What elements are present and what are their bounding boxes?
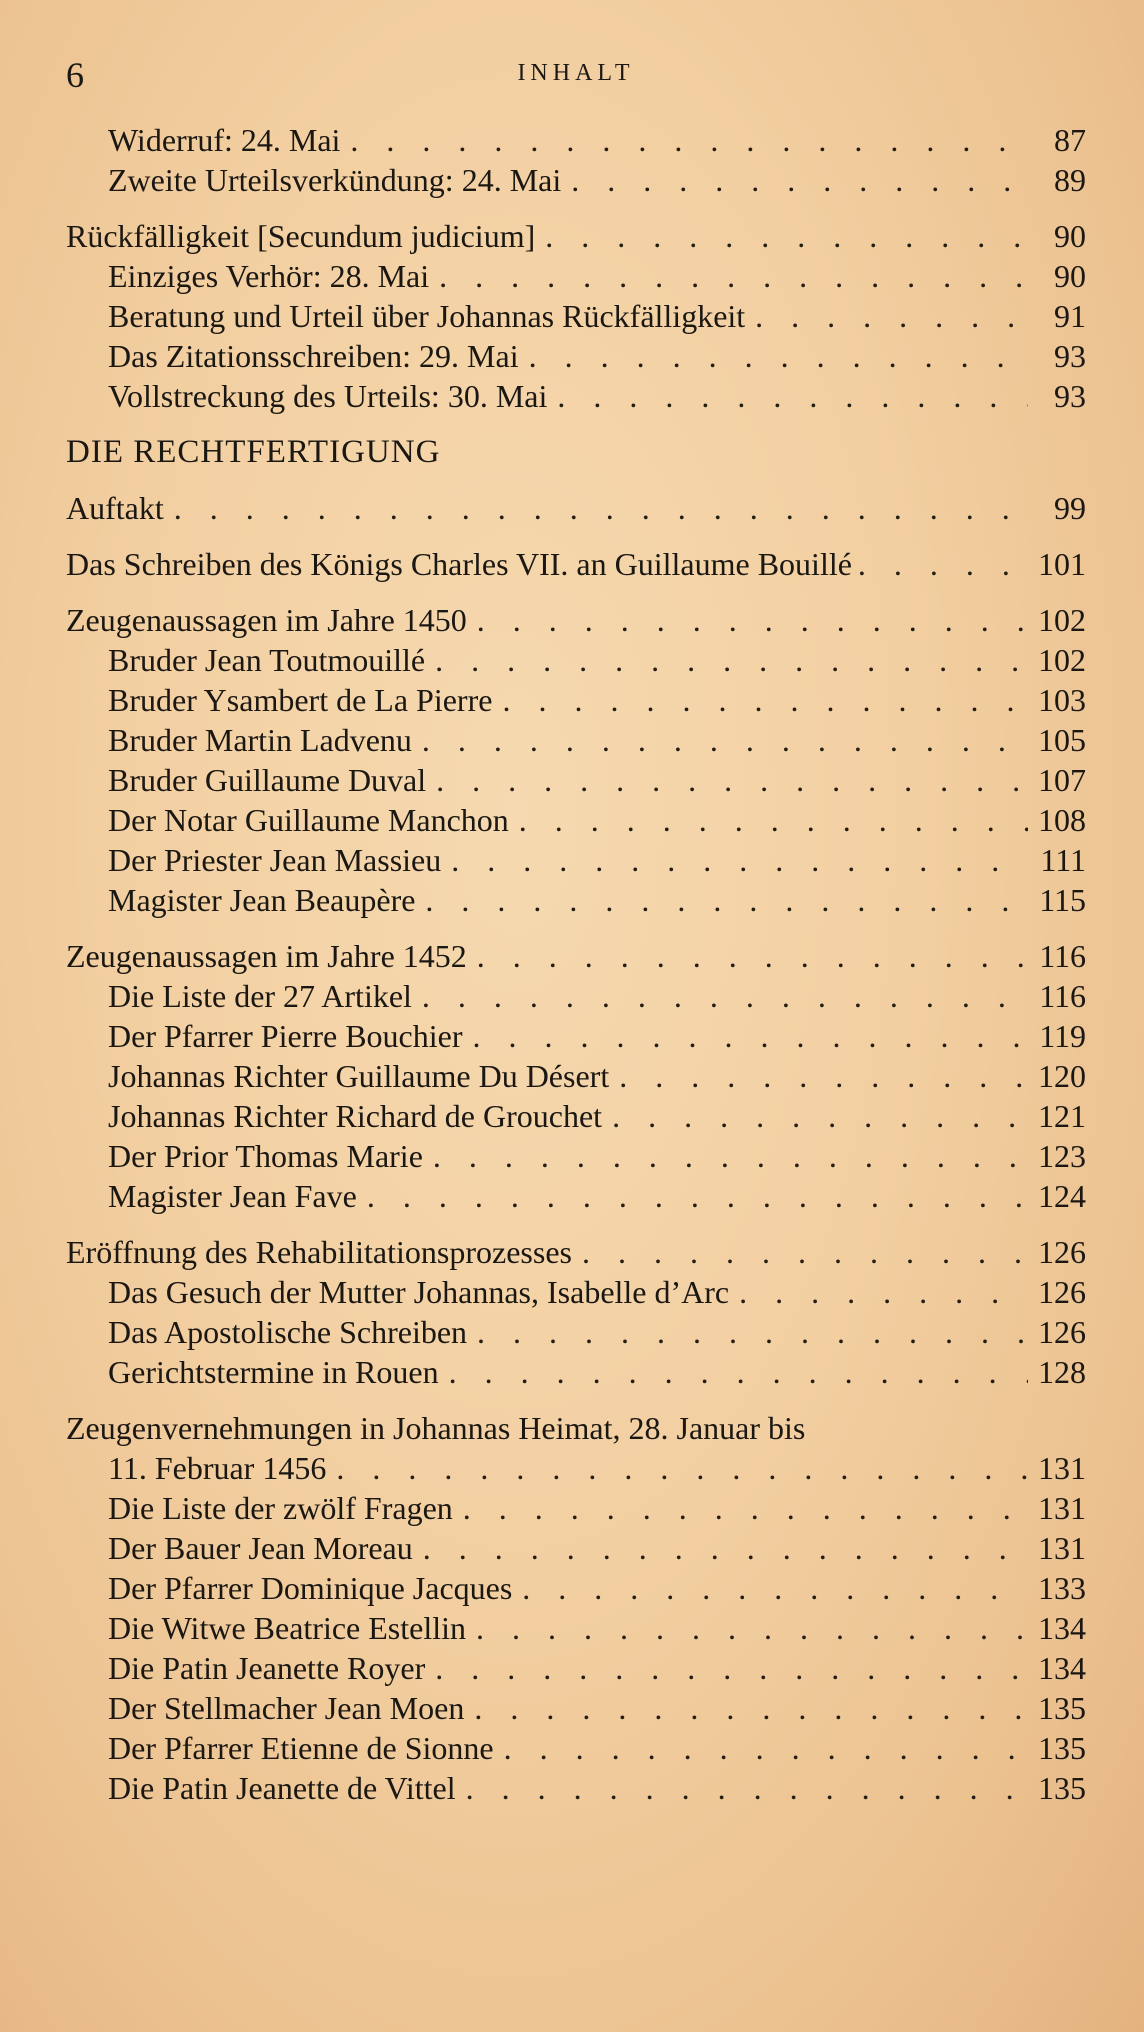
toc-entry-title: Gerichtstermine in Rouen xyxy=(108,1354,439,1390)
page-header xyxy=(66,54,1086,94)
toc-entry xyxy=(66,1232,1086,1272)
toc-entry xyxy=(66,1568,1086,1608)
toc-entry xyxy=(66,1768,1086,1808)
toc-entry-title: Der Pfarrer Pierre Bouchier xyxy=(108,1018,463,1054)
toc-entry-page: 115 xyxy=(1039,882,1086,918)
toc-entry-title: Zeugenaussagen im Jahre 1452 xyxy=(66,938,467,974)
dot-leader xyxy=(858,544,1032,584)
dot-leader xyxy=(612,1096,1028,1136)
toc-entry xyxy=(66,936,1086,976)
toc-entry-page: 135 xyxy=(1038,1690,1086,1726)
toc-entry-page: 126 xyxy=(1038,1234,1086,1270)
toc-entry-page: 135 xyxy=(1038,1770,1086,1806)
dot-leader xyxy=(529,336,1028,376)
toc-entry-title: Beratung und Urteil über Johannas Rückfälligkeit xyxy=(108,298,746,334)
toc-entry-page: 102 xyxy=(1038,642,1086,678)
toc-entry-page: 108 xyxy=(1038,802,1086,838)
toc-entry-page: 103 xyxy=(1038,682,1086,718)
toc-entry-title: Der Priester Jean Massieu xyxy=(108,842,442,878)
toc-entry-page: 123 xyxy=(1038,1138,1086,1174)
dot-leader xyxy=(522,1568,1028,1608)
toc-entry-title: Magister Jean Fave xyxy=(108,1178,357,1214)
toc-entry xyxy=(66,1608,1086,1648)
toc-entry-page: 90 xyxy=(1054,258,1086,294)
toc-entry-title: Bruder Martin Ladvenu xyxy=(108,722,412,758)
toc-entry-page: 124 xyxy=(1038,1178,1086,1214)
dot-leader xyxy=(433,1136,1028,1176)
toc-entry-page: 133 xyxy=(1038,1570,1086,1606)
toc-entry xyxy=(66,1272,1086,1312)
toc-entry-title: Der Stellmacher Jean Moen xyxy=(108,1690,465,1726)
toc-entry-page: 134 xyxy=(1038,1610,1086,1646)
dot-leader xyxy=(502,680,1028,720)
dot-leader xyxy=(557,376,1028,416)
toc-entry xyxy=(66,1096,1086,1136)
toc-entry-page: 90 xyxy=(1054,218,1086,254)
dot-leader xyxy=(477,600,1028,640)
toc-entry-title: Bruder Guillaume Duval xyxy=(108,762,427,798)
toc-entry-page: 120 xyxy=(1038,1058,1086,1094)
dot-leader xyxy=(473,1016,1029,1056)
toc-entry xyxy=(66,840,1086,880)
toc-entry xyxy=(66,760,1086,800)
toc-entry-title: Bruder Ysambert de La Pierre xyxy=(108,682,493,718)
toc-entry xyxy=(66,120,1086,160)
toc-entry-page: 116 xyxy=(1039,978,1086,1014)
toc-entry-page: 121 xyxy=(1038,1098,1086,1134)
toc-entry-page: 107 xyxy=(1038,762,1086,798)
toc-entry-title: Die Liste der 27 Artikel xyxy=(108,978,412,1014)
toc-entry-page: 134 xyxy=(1038,1650,1086,1686)
toc-entry xyxy=(66,1648,1086,1688)
toc-entry-page: 93 xyxy=(1054,378,1086,414)
dot-leader xyxy=(739,1272,1028,1312)
dot-leader xyxy=(519,800,1028,840)
toc-entry xyxy=(66,1488,1086,1528)
toc-entry-title: Die Liste der zwölf Fragen xyxy=(108,1490,453,1526)
section-heading: DIE RECHTFERTIGUNG xyxy=(66,434,441,470)
toc-entry xyxy=(66,1352,1086,1392)
toc-entry xyxy=(66,1016,1086,1056)
dot-leader xyxy=(477,936,1028,976)
dot-leader xyxy=(476,1608,1028,1648)
toc-entry-title: Das Schreiben des Königs Charles VII. an Guillaume Bouillé xyxy=(66,546,852,582)
dot-leader xyxy=(174,488,1028,528)
toc-entry-page: 119 xyxy=(1039,1018,1086,1054)
running-head: INHALT xyxy=(517,60,635,86)
toc-entry xyxy=(66,376,1086,416)
toc-entry xyxy=(66,976,1086,1016)
toc-entry-page: 126 xyxy=(1038,1314,1086,1350)
dot-leader xyxy=(435,1648,1028,1688)
dot-leader xyxy=(466,1768,1028,1808)
toc-entry-title: Eröffnung des Rehabilitationsprozesses xyxy=(66,1234,572,1270)
toc-entry xyxy=(66,544,1086,584)
dot-leader xyxy=(423,1528,1028,1568)
toc-entry-page: 116 xyxy=(1039,938,1086,974)
toc-entry-title: Vollstreckung des Urteils: 30. Mai xyxy=(108,378,548,414)
dot-leader xyxy=(425,880,1028,920)
dot-leader xyxy=(449,1352,1028,1392)
toc-entry xyxy=(66,1688,1086,1728)
toc-entry xyxy=(66,160,1086,200)
dot-leader xyxy=(477,1312,1028,1352)
toc-entry xyxy=(66,680,1086,720)
toc-entry-page: 131 xyxy=(1038,1530,1086,1566)
toc-entry xyxy=(66,336,1086,376)
toc-entry-title: Johannas Richter Richard de Grouchet xyxy=(108,1098,603,1134)
toc-entry xyxy=(66,1056,1086,1096)
toc-entry xyxy=(66,720,1086,760)
toc-entry-page: 99 xyxy=(1054,490,1086,526)
toc-entry-title: Zeugenvernehmungen in Johannas Heimat, 28. Januar bis xyxy=(66,1410,806,1446)
toc-entry xyxy=(66,1448,1086,1488)
dot-leader xyxy=(451,840,1028,880)
dot-leader xyxy=(436,760,1028,800)
toc-entry-title: Das Zitationsschreiben: 29. Mai xyxy=(108,338,519,374)
toc-entry-page: 128 xyxy=(1038,1354,1086,1390)
toc-entry-page: 91 xyxy=(1054,298,1086,334)
toc-entry-page: 105 xyxy=(1038,722,1086,758)
page-number: 6 xyxy=(66,55,84,95)
toc-entry xyxy=(66,216,1086,256)
toc-entry xyxy=(66,1312,1086,1352)
toc-entry xyxy=(66,600,1086,640)
toc-entry-page: 131 xyxy=(1038,1450,1086,1486)
toc-entry-title: Der Notar Guillaume Manchon xyxy=(108,802,509,838)
toc-entry-page: 93 xyxy=(1054,338,1086,374)
toc-entry xyxy=(66,296,1086,336)
toc-entry xyxy=(66,880,1086,920)
toc-entry-title: Widerruf: 24. Mai xyxy=(108,122,341,158)
dot-leader xyxy=(474,1688,1028,1728)
toc-entry-page: 101 xyxy=(1038,546,1086,582)
toc-entry xyxy=(66,488,1086,528)
toc-entry-title: Der Prior Thomas Marie xyxy=(108,1138,423,1174)
dot-leader xyxy=(435,640,1028,680)
dot-leader xyxy=(571,160,1028,200)
toc-entry xyxy=(66,1528,1086,1568)
toc-entry-title: Die Patin Jeanette de Vittel xyxy=(108,1770,456,1806)
toc-entry-title: Johannas Richter Guillaume Du Désert xyxy=(108,1058,610,1094)
toc-entry-page: 102 xyxy=(1038,602,1086,638)
toc-entry-title: Einziges Verhör: 28. Mai xyxy=(108,258,430,294)
dot-leader xyxy=(367,1176,1028,1216)
dot-leader xyxy=(504,1728,1028,1768)
toc-entry-title: Der Bauer Jean Moreau xyxy=(108,1530,413,1566)
toc-entry-title: Zeugenaussagen im Jahre 1450 xyxy=(66,602,467,638)
toc-entry-page: 89 xyxy=(1054,162,1086,198)
dot-leader xyxy=(619,1056,1028,1096)
toc-entry xyxy=(66,800,1086,840)
toc-entry-title: Das Gesuch der Mutter Johannas, Isabelle d’Arc xyxy=(108,1274,730,1310)
toc-entry-title: Auftakt xyxy=(66,490,164,526)
toc-entry-page: 126 xyxy=(1038,1274,1086,1310)
toc-entry-title: Der Pfarrer Dominique Jacques xyxy=(108,1570,513,1606)
toc-entry xyxy=(66,640,1086,680)
toc-entry xyxy=(66,1176,1086,1216)
toc-entry-page: 87 xyxy=(1054,122,1086,158)
table-of-contents xyxy=(66,120,1086,1808)
toc-entry-page: 111 xyxy=(1040,842,1086,878)
dot-leader xyxy=(336,1448,1028,1488)
toc-entry-title: Die Witwe Beatrice Estellin xyxy=(108,1610,466,1646)
toc-entry xyxy=(66,256,1086,296)
dot-leader xyxy=(439,256,1028,296)
dot-leader xyxy=(422,720,1028,760)
toc-entry-title: Zweite Urteilsverkündung: 24. Mai xyxy=(108,162,562,198)
dot-leader xyxy=(422,976,1028,1016)
dot-leader xyxy=(350,120,1028,160)
toc-entry-page: 135 xyxy=(1038,1730,1086,1766)
toc-entry-title: Bruder Jean Toutmouillé xyxy=(108,642,426,678)
toc-entry xyxy=(66,1136,1086,1176)
toc-entry-title: Die Patin Jeanette Royer xyxy=(108,1650,426,1686)
dot-leader xyxy=(582,1232,1028,1272)
toc-entry xyxy=(66,1728,1086,1768)
toc-entry-title: Magister Jean Beaupère xyxy=(108,882,416,918)
toc-entry-title: Rückfälligkeit [Secundum judicium] xyxy=(66,218,536,254)
dot-leader xyxy=(755,296,1028,336)
toc-entry-title: Das Apostolische Schreiben xyxy=(108,1314,468,1350)
toc-entry-title: Der Pfarrer Etienne de Sionne xyxy=(108,1730,494,1766)
toc-entry-page: 131 xyxy=(1038,1490,1086,1526)
toc-entry-line1 xyxy=(66,1408,1086,1448)
toc-entry-title-continued: 11. Februar 1456 xyxy=(108,1450,327,1486)
dot-leader xyxy=(463,1488,1028,1528)
dot-leader xyxy=(545,216,1028,256)
